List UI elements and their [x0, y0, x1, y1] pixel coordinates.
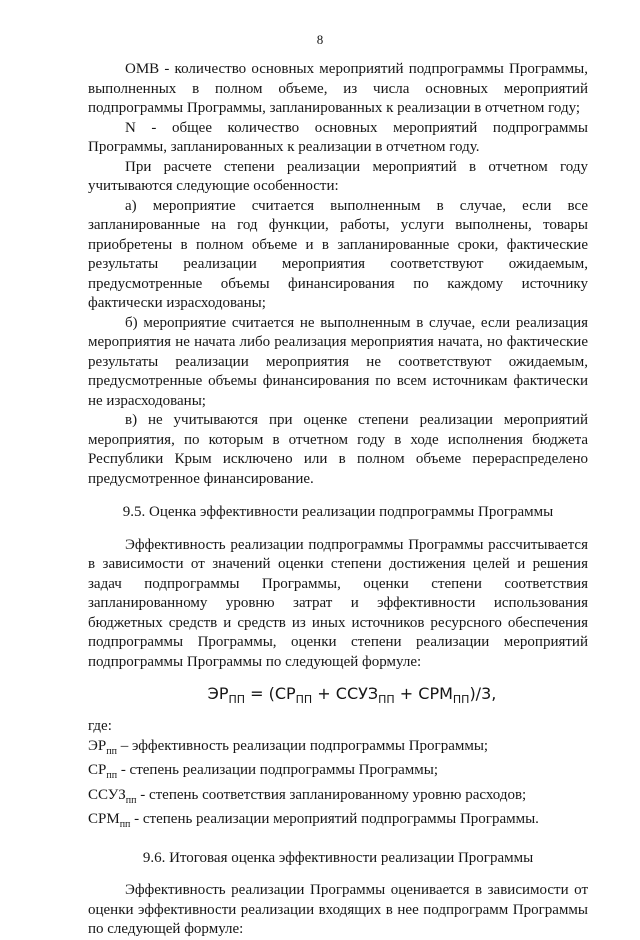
formula-plus2: + СРМ — [394, 684, 453, 703]
formula-sub: ПП — [378, 693, 395, 707]
def-text: - степень реализации мероприятий подпрограммы Программы. — [130, 811, 539, 828]
where-label: где: — [88, 718, 112, 735]
paragraph-features-intro: При расчете степени реализации мероприятий в отчетном году учитываются следующие особенности: — [88, 158, 588, 194]
definition-sr — [88, 761, 588, 786]
def-symbol: СРМ — [88, 811, 120, 828]
def-sub: пп — [106, 745, 117, 757]
def-symbol: ССУЗ — [88, 786, 126, 803]
formula-sub: ПП — [228, 693, 246, 707]
def-symbol: ЭР — [88, 737, 107, 754]
formula-er: ЭР — [207, 684, 229, 703]
definition-srm — [88, 810, 588, 835]
definition-er — [88, 737, 588, 762]
paragraph-n: N - общее количество основных мероприятий подпрограммы Программы, запланированных к реализации в отчетном году. — [88, 119, 588, 155]
def-text: – эффективность реализации подпрограммы Программы; — [116, 737, 489, 754]
def-sub: пп — [125, 794, 137, 806]
page-content — [88, 60, 588, 940]
formula-sub: ПП — [295, 693, 313, 707]
paragraph-item-c: в) не учитываются при оценке степени реализации мероприятий мероприятия, по которым в отчетном году в ходе исполнения бюджета Республики Крым исключено или в полном объеме перераспределено предусмотренное финансирование. — [88, 412, 588, 487]
paragraph-9-6: Эффективность реализации Программы оценивается в зависимости от оценки эффективности реализации входящих в нее подпрограмм Программы по следующей формуле: — [88, 882, 588, 938]
page-number: 8 — [316, 32, 324, 47]
formula-close: )/3, — [469, 684, 497, 703]
formula-sub: ПП — [452, 693, 470, 707]
def-sub: пп — [119, 819, 131, 831]
paragraph-omv: ОМВ - количество основных мероприятий подпрограммы Программы, выполненных в полном объеме, из числа основных мероприятий подпрограммы Программы, запланированных к реализации в отчетном году; — [88, 61, 588, 116]
def-text: - степень реализации подпрограммы Программы; — [117, 762, 439, 779]
def-sub: пп — [106, 770, 118, 782]
definition-ssuz — [88, 786, 588, 811]
paragraph-item-b: б) мероприятие считается не выполненным в случае, если реализация мероприятия не начата либо реализация мероприятия начата, но фактические результаты реализации мероприятия не соответствуют ожидаемым, предусмотренные объемы финансирования по всем источникам фактически не израсходованы; — [88, 314, 588, 409]
section-heading-9-5: 9.5. Оценка эффективности реализации подпрограммы Программы — [122, 504, 554, 520]
def-text: - степень соответствия запланированному уровню расходов; — [136, 786, 527, 803]
formula-plus1: + ССУЗ — [312, 684, 379, 703]
section-heading-9-6: 9.6. Итоговая оценка эффективности реализации Программы — [142, 849, 534, 866]
formula-eq-open: = (СР — [245, 684, 296, 703]
formula-subprogram-efficiency — [88, 683, 588, 711]
paragraph-item-a: а) мероприятие считается выполненным в случае, если все запланированные на год функции, работы, услуги выполнены, товары приобретены в полном объеме и в запланированные сроки, фактические результаты реализации мероприятия соответствуют ожидаемым, предусмотренные объемы финансирования по каждому источнику фактически израсходованы; — [88, 197, 588, 311]
def-symbol: СР — [88, 762, 107, 779]
paragraph-9-5: Эффективность реализации подпрограммы Программы рассчитывается в зависимости от значений оценки степени достижения целей и решения задач подпрограммы Программы, оценки степени соответствия запланированному уровню затрат и эффективности использования бюджетных средств и средств из иных источников ресурсного обеспечения подпрограммы Программы, оценки степени реализации мероприятий подпрограммы Программы по следующей формуле: — [88, 536, 588, 670]
